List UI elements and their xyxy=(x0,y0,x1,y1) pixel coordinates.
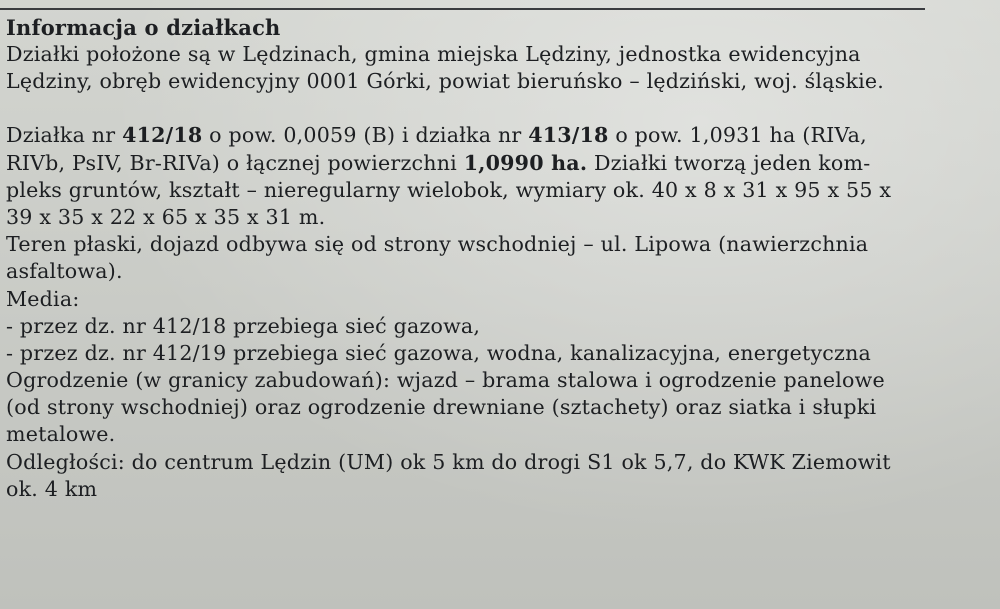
intro-line-1: Działki położone są w Lędzinach, gmina miejska Lędziny, jednostka ewidencyjna xyxy=(6,42,861,66)
plots-text: o pow. 1,0931 ha (RIVa, xyxy=(608,123,867,148)
plots-line-2 xyxy=(6,150,996,177)
total-area: 1,0990 ha. xyxy=(463,150,588,175)
paragraph-gap xyxy=(6,95,996,122)
fencing-line-2: (od strony wschodniej) oraz ogrodzenie drewniane (sztachety) oraz siatka i słupki xyxy=(6,395,877,420)
terrain-line-1: Teren płaski, dojazd odbywa się od strony wschodniej – ul. Lipowa (nawierzchnia xyxy=(6,232,869,257)
plots-text: o pow. 0,0059 (B) i działka nr xyxy=(202,123,529,148)
document-body xyxy=(6,14,996,503)
plots-line-4: 39 x 35 x 22 x 65 x 35 x 31 m. xyxy=(6,204,326,229)
intro-line-2: Lędziny, obręb ewidencyjny 0001 Górki, powiat bieruńsko – lędziński, woj. śląskie. xyxy=(6,69,885,94)
distances-line-1: Odległości: do centrum Lędzin (UM) ok 5 km do drogi S1 ok 5,7, do KWK Ziemowit xyxy=(6,449,891,474)
media-label: Media: xyxy=(6,286,80,311)
fencing-line-1: Ogrodzenie (w granicy zabudowań): wjazd – brama stalowa i ogrodzenie panelowe xyxy=(6,368,885,393)
plot-1-number: 412/18 xyxy=(122,123,203,148)
plots-text: Działki tworzą jeden kom- xyxy=(587,150,871,175)
terrain-line-2: asfaltowa). xyxy=(6,259,123,284)
plots-text: Działka nr xyxy=(6,123,123,148)
media-item-2: - przez dz. nr 412/19 przebiega sieć gazowa, wodna, kanalizacyjna, energetyczna xyxy=(6,340,872,365)
media-item-1: - przez dz. nr 412/18 przebiega sieć gazowa, xyxy=(6,313,481,338)
plots-line-3: pleks gruntów, kształt – nieregularny wielobok, wymiary ok. 40 x 8 x 31 x 95 x 55 x xyxy=(6,177,892,202)
section-heading: Informacja o działkach xyxy=(6,15,281,40)
distances-line-2: ok. 4 km xyxy=(6,476,98,501)
plots-text: RIVb, PsIV, Br-RIVa) o łącznej powierzchni xyxy=(6,150,464,175)
plots-line-1 xyxy=(6,122,996,149)
top-rule-divider xyxy=(0,8,925,10)
plot-2-number: 413/18 xyxy=(528,123,609,148)
fencing-line-3: metalowe. xyxy=(6,422,116,447)
